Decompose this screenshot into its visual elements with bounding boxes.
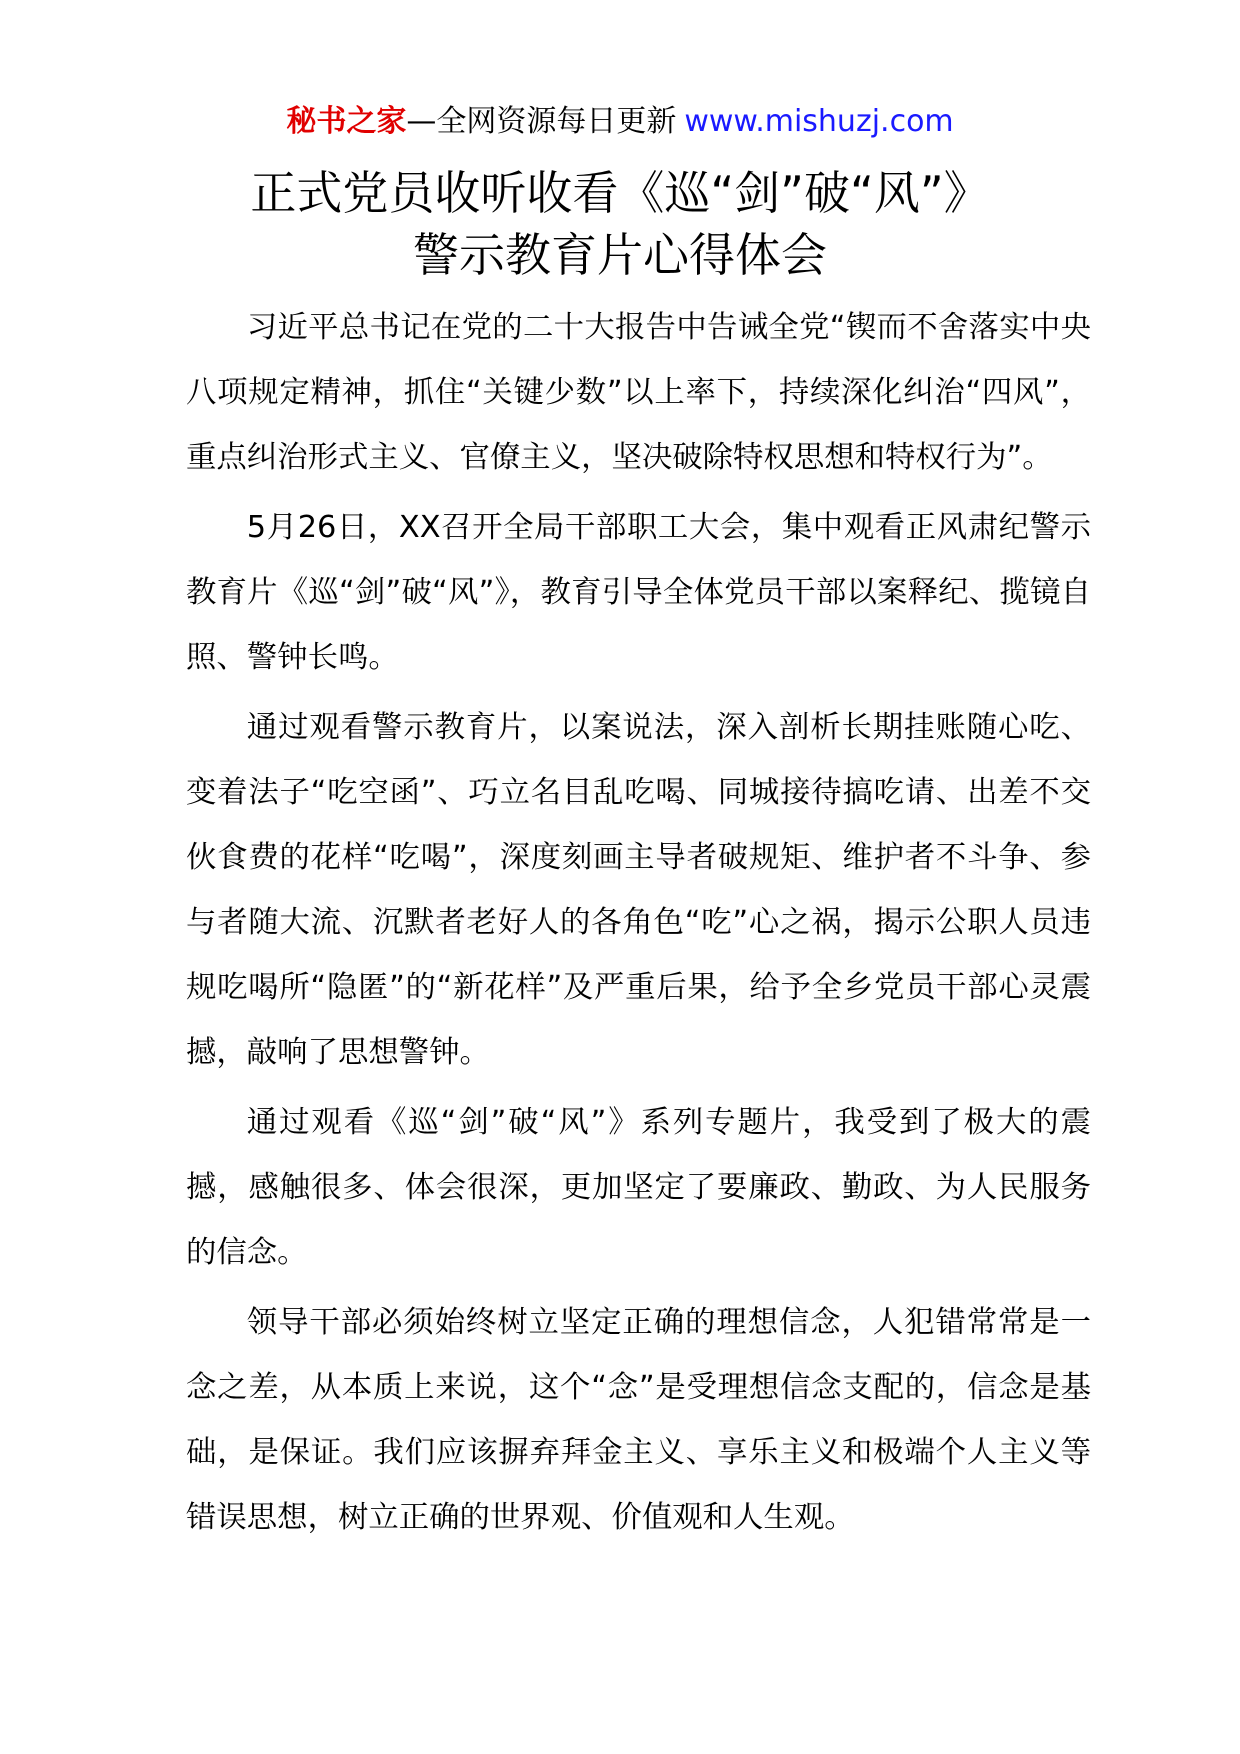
paragraph-2: 5月26日，XX召开全局干部职工大会，集中观看正风肃纪警示教育片《巡“剑”破“风”》，教育引导全体党员干部以案释纪、揽镜自照、警钟长鸣。 xyxy=(186,510,1091,675)
paragraph-5: 领导干部必须始终树立坚定正确的理想信念，人犯错常常是一念之差，从本质上来说，这个“念”是受理想信念支配的，信念是基础，是保证。我们应该摒弃拜金主义、享乐主义和极端个人主义等错误思想，树立正确的世界观、价值观和人生观。 xyxy=(186,1305,1091,1535)
paragraph-3: 通过观看警示教育片，以案说法，深入剖析长期挂账随心吃、变着法子“吃空函”、巧立名目乱吃喝、同城接待搞吃请、出差不交伙食费的花样“吃喝”，深度刻画主导者破规矩、维护者不斗争、参与者随大流、沉默者老好人的各角色“吃”心之祸，揭示公职人员违规吃喝所“隐匿”的“新花样”及严重后果，给予全乡党员干部心灵震撼，敲响了思想警钟。 xyxy=(186,710,1091,1070)
document-title-line-1: 正式党员收听收看《巡“剑”破“风”》 xyxy=(250,166,990,220)
website-link[interactable]: www.mishuzj.com xyxy=(684,104,954,139)
paragraph-4: 通过观看《巡“剑”破“风”》系列专题片，我受到了极大的震撼，感触很多、体会很深，更加坚定了要廉政、勤政、为人民服务的信念。 xyxy=(186,1105,1091,1270)
paragraph-1: 习近平总书记在党的二十大报告中告诫全党“锲而不舍落实中央八项规定精神，抓住“关键少数”以上率下，持续深化纠治“四风”，重点纠治形式主义、官僚主义，坚决破除特权思想和特权行为”。 xyxy=(186,310,1091,475)
document-body xyxy=(186,295,1091,1555)
header-tagline: —全网资源每日更新 xyxy=(406,104,677,139)
document-title-line-2: 警示教育片心得体会 xyxy=(413,228,827,282)
brand-name: 秘书之家 xyxy=(286,104,407,139)
header-banner xyxy=(0,102,1240,142)
